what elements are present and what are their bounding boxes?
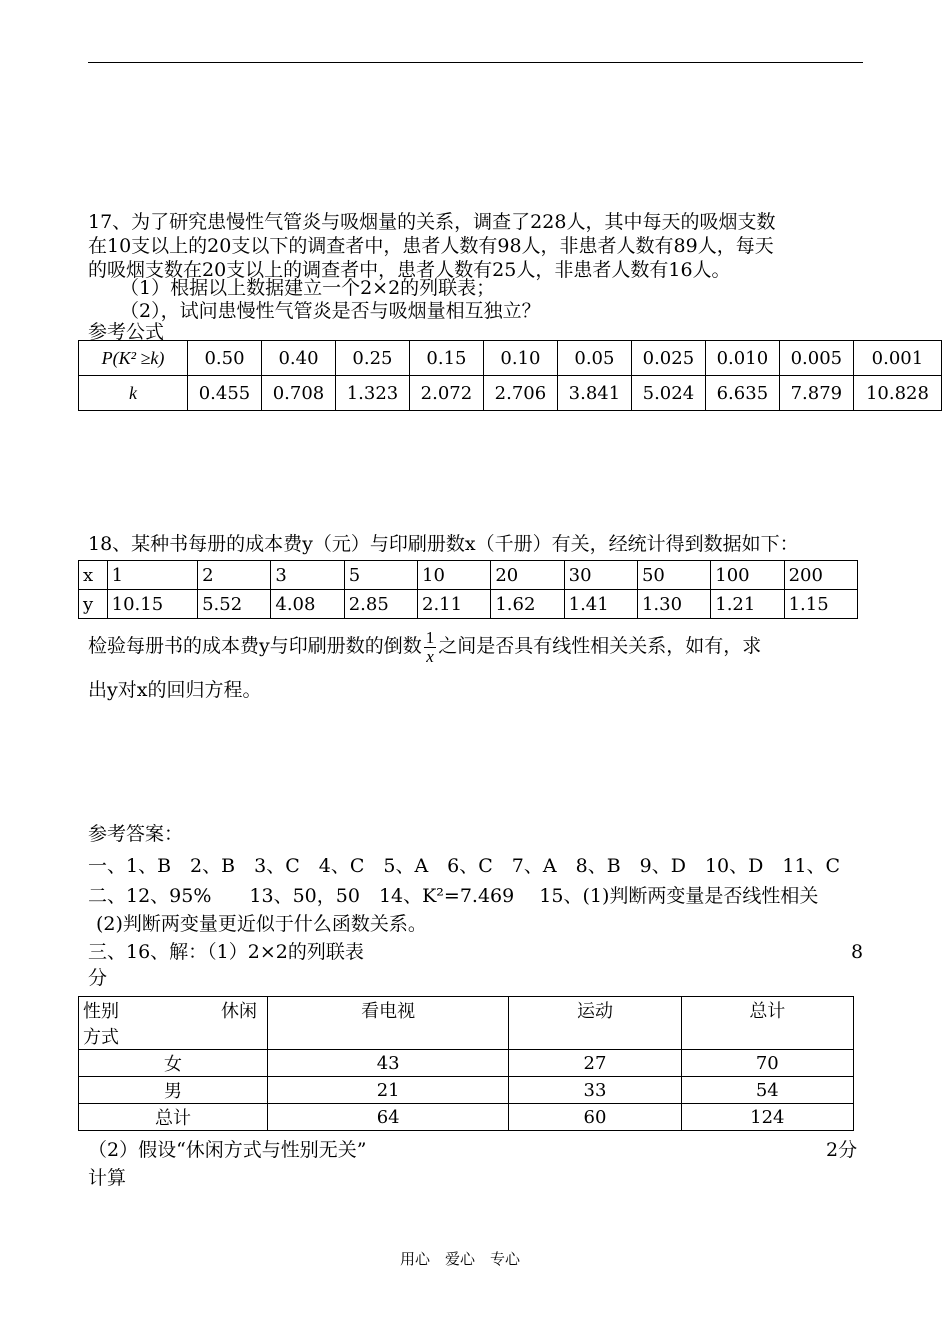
header-rule [88,62,863,63]
p-cell: 0.010 [705,341,779,376]
table-cell: 43 [268,1050,509,1077]
corner-cell [79,997,268,1050]
q18-text-before: 检验每册书的成本费y与印刷册数的倒数 [88,635,422,657]
row-label: 女 [79,1050,268,1077]
y-cell: 5.52 [198,590,271,619]
p-cell: 0.40 [261,341,335,376]
answers-part-2b: (2)判断两变量更近似于什么函数关系。 [96,913,427,935]
p-cell: 0.15 [409,341,483,376]
y-header: y [79,590,108,619]
x-cell: 5 [344,561,417,590]
y-cell: 1.15 [784,590,857,619]
k-cell: 10.828 [853,376,941,411]
p-cell: 0.025 [631,341,705,376]
q18-text-after: 之间是否具有线性相关关系，如有，求 [438,635,762,657]
table-row [79,1077,854,1104]
x-cell: 20 [491,561,564,590]
q18-question [88,626,761,666]
k-cell: 7.879 [779,376,853,411]
page-footer: 用心 爱心 专心 [400,1250,521,1268]
p-cell: 0.05 [557,341,631,376]
y-cell: 10.15 [107,590,197,619]
p-header: P(K² ≥k) [79,341,188,376]
fraction-numerator: 1 [425,627,435,647]
table-row [79,1104,854,1131]
table-cell: 54 [681,1077,853,1104]
x-cell: 2 [198,561,271,590]
row-label: 总计 [79,1104,268,1131]
corner-left: 性别 [83,1001,119,1022]
x-cell: 50 [637,561,710,590]
q17-line-2: 在10支以上的20支以下的调查者中，患者人数有98人，非患者人数有89人，每天 [88,235,774,257]
score-8: 8 [851,941,864,963]
x-cell: 100 [711,561,784,590]
table-cell: 27 [509,1050,681,1077]
y-row [79,590,858,619]
score-8-unit: 分 [88,967,108,989]
p-cell: 0.10 [483,341,557,376]
answers-part-2: 二、12、95% 13、50，50 14、K²=7.469 15、(1)判断两变量是否线性相关 [88,885,819,907]
k-cell: 3.841 [557,376,631,411]
q17-sub-1: （1）根据以上数据建立一个2×2的列联表； [120,277,496,299]
table-row [79,1050,854,1077]
p-cell: 0.25 [335,341,409,376]
q18-intro: 18、某种书每册的成本费y（元）与印刷册数x（千册）有关，经统计得到数据如下： [88,533,799,555]
chi-square-critical-table [78,340,942,411]
k-row [79,376,942,411]
y-cell: 1.21 [711,590,784,619]
y-cell: 1.30 [637,590,710,619]
k-header: k [79,376,188,411]
answers-part-1: 一、1、B 2、B 3、C 4、C 5、A 6、C 7、A 8、B 9、D 10、D 11、C [88,855,841,877]
k-cell: 2.072 [409,376,483,411]
y-cell: 4.08 [271,590,344,619]
k-cell: 2.706 [483,376,557,411]
x-cell: 10 [418,561,491,590]
header-total: 总计 [681,997,853,1050]
x-row [79,561,858,590]
answers-part-3: 三、16、解：（1）2×2的列联表 [88,941,364,963]
k-cell: 6.635 [705,376,779,411]
q18-data-table [78,560,858,619]
formula-label: 参考公式 [88,321,165,343]
p-row [79,341,942,376]
table-cell: 64 [268,1104,509,1131]
p-cell: 0.50 [188,341,262,376]
header-sport: 运动 [509,997,681,1050]
p-cell: 0.001 [853,341,941,376]
header-tv: 看电视 [268,997,509,1050]
q17-line-1: 17、为了研究患慢性气管炎与吸烟量的关系，调查了228人，其中每天的吸烟支数 [88,211,776,233]
q17-line-3: 的吸烟支数在20支以上的调查者中，患者人数有25人，非患者人数有16人。 [88,259,731,281]
x-cell: 1 [107,561,197,590]
table-cell: 33 [509,1077,681,1104]
score-2: 2分 [826,1139,858,1161]
row-label: 男 [79,1077,268,1104]
k-cell: 0.455 [188,376,262,411]
table-cell: 60 [509,1104,681,1131]
answers-title: 参考答案： [88,823,184,845]
table-cell: 21 [268,1077,509,1104]
reciprocal-fraction [424,629,437,666]
fraction-denominator: x [426,646,434,666]
y-cell: 1.41 [564,590,637,619]
x-cell: 3 [271,561,344,590]
k-cell: 0.708 [261,376,335,411]
x-cell: 200 [784,561,857,590]
p-cell: 0.005 [779,341,853,376]
answers-step-2: （2）假设“休闲方式与性别无关” [88,1139,367,1161]
y-cell: 1.62 [491,590,564,619]
x-header: x [79,561,108,590]
q18-line-2: 出y对x的回归方程。 [88,679,262,701]
k-cell: 5.024 [631,376,705,411]
table-cell: 70 [681,1050,853,1077]
compute-label: 计算 [88,1167,127,1189]
y-cell: 2.11 [418,590,491,619]
corner-bottom: 方式 [83,1027,119,1048]
header-row [79,997,854,1050]
q17-sub-2: （2），试问患慢性气管炎是否与吸烟量相互独立？ [120,300,541,322]
contingency-table [78,996,854,1131]
y-cell: 2.85 [344,590,417,619]
x-cell: 30 [564,561,637,590]
corner-right: 休闲 [221,1001,257,1022]
k-cell: 1.323 [335,376,409,411]
table-cell: 124 [681,1104,853,1131]
